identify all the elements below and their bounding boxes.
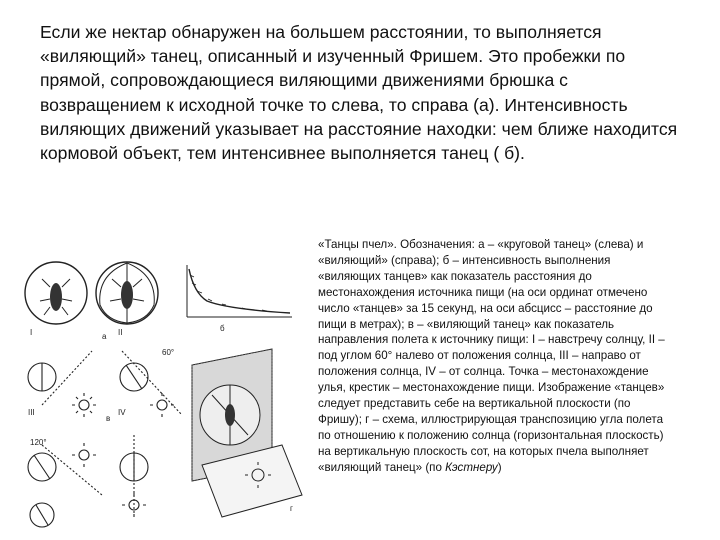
sun-icon <box>79 400 89 410</box>
panel-a <box>25 262 158 324</box>
bee-icon <box>50 283 62 311</box>
label-b: б <box>220 324 225 333</box>
sun-icon <box>157 400 167 410</box>
caption-tail: ) <box>497 460 502 474</box>
main-paragraph: Если же нектар обнаружен на большем расстоянии, то выполняется «виляющий» танец, описанный и изученный Фришем. Это пробежки по прямой, сопровождающиеся виляющими движениями брюшка с возвращением к исходной точке то слева, то справа (а). Интенсивность виляющих движений указывает на расстояние находки: чем ближе находится кормовой объект, тем интенсивнее выполняется танец ( б). <box>40 22 678 164</box>
main-paragraph-block <box>40 20 690 165</box>
panel-g <box>192 349 302 517</box>
sun-icon <box>79 450 89 460</box>
panel-v <box>28 351 182 527</box>
label-120-deg: 120° <box>30 438 47 447</box>
panel-b <box>187 265 292 317</box>
bee-dance-figure <box>22 255 312 535</box>
label-III: III <box>28 408 35 417</box>
caption-author: Кэстнеру <box>445 460 498 474</box>
label-I: I <box>30 328 33 337</box>
label-IV: IV <box>118 408 126 417</box>
label-v: в <box>106 414 111 423</box>
label-60-deg: 60° <box>162 348 175 357</box>
caption-paragraph <box>318 237 668 476</box>
label-a: а <box>102 332 107 341</box>
label-g: г <box>290 504 293 513</box>
label-II: II <box>118 328 123 337</box>
bee-icon <box>121 281 133 309</box>
caption-text: «Танцы пчел». Обозначения: а – «круговой танец» (слева) и «виляющий» (справа); б – интенсивность выполнения «виляющих танцев» как показатель расстояния до местонахождения источника пищи (на оси ординат отмечено число «танцев» за 15 секунд, на оси абсцисс – расстояние до пищи в метрах); в – «виляющий танец» как показатель направления полета к источнику пищи: I – навстречу солнцу, II – под углом 60° налево от положения солнца, III – направо от положения солнца, IV – от солнца. Точка – местонахождение улья, крестик – местонахождение пищи. Изображение «танцев» следует представить себе на вертикальной плоскости (по Фришу); г – схема, иллюстрирующая транспозицию угла полета по отношению к положению солнца (горизонтальная плоскость) на вертикальную плоскость сот, на которых пчела выполняет «виляющий танец» (по <box>318 238 665 474</box>
figure-caption <box>318 237 668 476</box>
